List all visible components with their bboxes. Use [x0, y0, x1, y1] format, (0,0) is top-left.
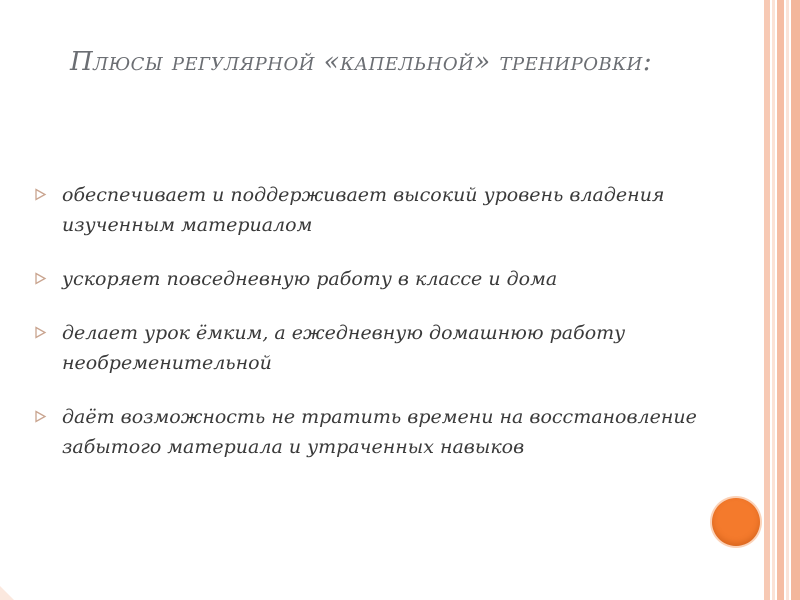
- hollow-triangle-arrow-icon: [34, 326, 47, 339]
- bullet-text: делает урок ёмким, а ежедневную домашнюю работу необременительной: [62, 322, 626, 374]
- hollow-triangle-arrow-icon: [34, 188, 47, 201]
- bullet-item: [34, 180, 734, 240]
- bullet-list: [34, 180, 734, 486]
- bullet-item: [34, 318, 734, 378]
- bullet-item: [34, 264, 734, 294]
- bullet-text: даёт возможность не тратить времени на восстановление забытого материала и утраченных навыков: [62, 406, 697, 458]
- slide-title: Плюсы регулярной «капельной» тренировки:: [70, 47, 653, 77]
- orange-circle-decor: [712, 498, 760, 546]
- hollow-triangle-arrow-icon: [34, 410, 47, 423]
- bullet-text: ускоряет повседневную работу в классе и дома: [62, 268, 558, 290]
- decor-stripe: [786, 0, 789, 600]
- bullet-item: [34, 402, 734, 462]
- bullet-text: обеспечивает и поддерживает высокий уровень владения изученным материалом: [62, 184, 665, 236]
- decor-stripe: [791, 0, 800, 600]
- decor-stripe: [764, 0, 770, 600]
- decor-stripe: [772, 0, 775, 600]
- hollow-triangle-arrow-icon: [34, 272, 47, 285]
- decor-stripe: [777, 0, 784, 600]
- decor-corner: [0, 586, 14, 600]
